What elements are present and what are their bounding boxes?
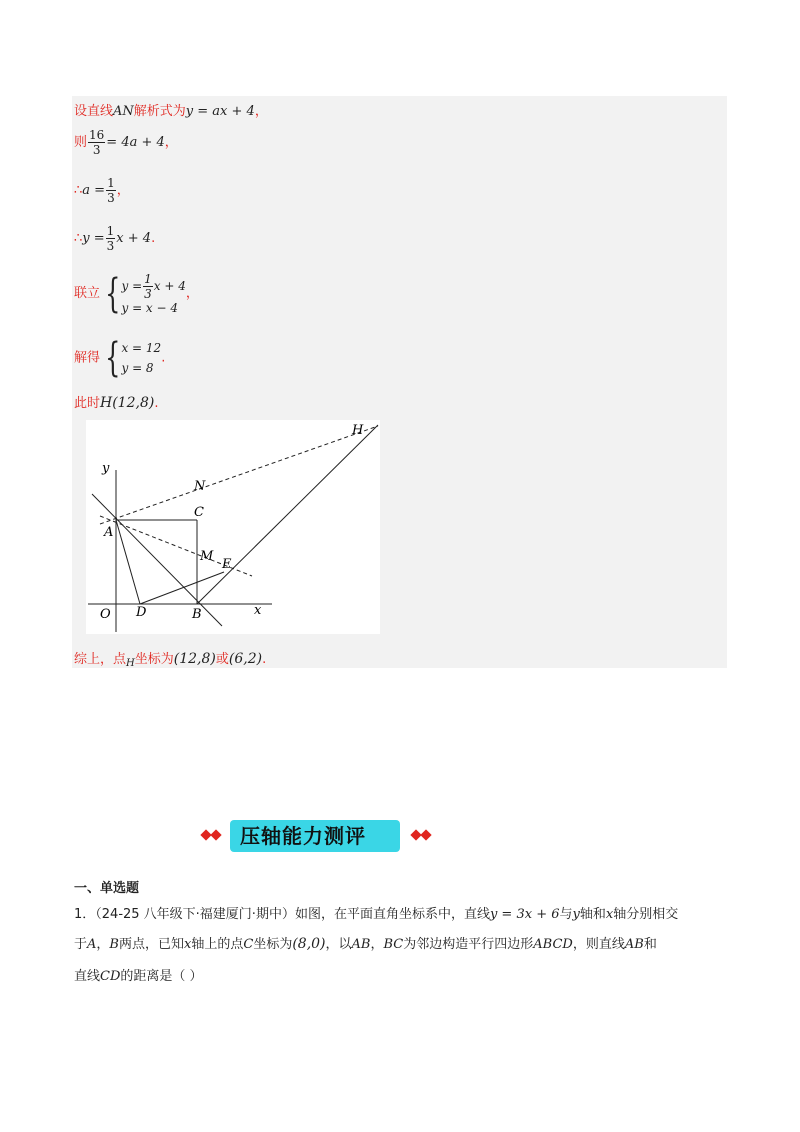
solution-line-4 — [74, 224, 155, 253]
system-row: x = 12 — [121, 341, 162, 355]
text: 则 — [74, 135, 88, 150]
point: (8,0) — [292, 936, 326, 952]
therefore-symbol: ∴ — [74, 231, 83, 246]
point-1: (12,8) — [173, 651, 216, 667]
text: 1．（24-25 八年级下·福建厦门·期中）如图，在平面直角坐标系中，直线 — [74, 907, 490, 922]
text: 或 — [215, 652, 229, 667]
diamond-icon — [210, 829, 221, 840]
var-AN: AN — [113, 104, 134, 119]
point-H: H(12,8) — [100, 395, 155, 411]
dashed-line-AH — [100, 426, 378, 524]
question-line-2 — [74, 933, 657, 952]
fraction — [88, 128, 105, 157]
fraction — [106, 224, 116, 253]
fraction — [106, 176, 116, 205]
figure-svg — [86, 420, 380, 634]
text: 和 — [643, 937, 657, 952]
var: A — [87, 937, 97, 952]
solution-conclusion — [74, 648, 266, 669]
section-banner — [200, 812, 440, 858]
solution-line-5 — [74, 272, 199, 315]
equation-system — [100, 272, 186, 315]
var: BC — [383, 937, 404, 952]
brace: { — [105, 335, 121, 381]
label-M: M — [200, 549, 214, 564]
point-2: (6,2) — [228, 651, 263, 667]
line-BH — [197, 425, 378, 604]
label-D: D — [136, 605, 147, 620]
denominator: 3 — [106, 239, 115, 253]
solution-line-2 — [74, 128, 178, 157]
punct: . — [161, 350, 166, 366]
text: ， — [370, 937, 384, 952]
text: 轴上的点 — [191, 937, 244, 952]
equation: x + 4 — [116, 231, 152, 246]
segment-DE — [140, 572, 224, 604]
label-O: O — [100, 607, 111, 622]
text: 此时 — [74, 396, 101, 411]
var: AB — [624, 937, 644, 952]
punct: ， — [185, 286, 199, 301]
denominator: 3 — [107, 191, 115, 205]
punct: ， — [116, 183, 130, 198]
diamond-icon — [420, 829, 431, 840]
var: y — [572, 907, 580, 922]
text: 直线 — [74, 969, 101, 984]
equation: a = — [82, 183, 106, 198]
denominator: 3 — [144, 287, 152, 301]
equation-system — [100, 335, 162, 381]
var-H: H — [126, 658, 135, 669]
numerator: 1 — [106, 224, 115, 238]
system-row: y = 8 — [121, 361, 154, 375]
equation: y = — [82, 231, 105, 246]
rhs: x + 4 — [153, 279, 186, 293]
label-C: C — [194, 505, 204, 520]
text: 坐标为 — [134, 652, 174, 667]
lhs: y = — [121, 279, 143, 293]
question-line-3 — [74, 965, 203, 984]
var: B — [109, 937, 119, 952]
var: x — [605, 907, 614, 922]
punct: . — [154, 396, 159, 411]
punct: . — [262, 652, 267, 667]
text: ，以 — [325, 937, 352, 952]
solution-line-6 — [74, 335, 166, 381]
text: 两点，已知 — [118, 937, 184, 952]
text: 为邻边构造平行四边形 — [403, 937, 534, 952]
numerator: 1 — [144, 272, 152, 286]
label-B: B — [192, 607, 202, 622]
text: ， — [96, 937, 110, 952]
segment-AD — [116, 520, 140, 604]
therefore-symbol: ∴ — [74, 183, 83, 198]
system-row: y = x − 4 — [121, 301, 179, 315]
section-title: 一、单选题 — [74, 881, 140, 896]
var: C — [243, 937, 254, 952]
equation: y = ax + 4 — [185, 104, 255, 119]
solution-line-3 — [74, 176, 130, 205]
label-y: y — [102, 461, 110, 476]
label-E: E — [222, 557, 232, 572]
var: x — [184, 937, 192, 952]
system-row — [121, 272, 185, 301]
equation: = 4a + 4 — [106, 135, 165, 150]
numerator: 16 — [89, 128, 105, 142]
text: 坐标为 — [253, 937, 293, 952]
denominator: 3 — [92, 143, 101, 157]
label-x: x — [254, 603, 262, 618]
var: ABCD — [533, 937, 573, 952]
text: 综上，点 — [74, 652, 127, 667]
label-H: H — [352, 423, 364, 438]
punct: ， — [254, 104, 268, 119]
solution-line-1 — [74, 100, 268, 119]
geometry-figure — [86, 420, 380, 634]
text: 轴分别相交 — [613, 907, 679, 922]
text: 于 — [74, 937, 88, 952]
system-rows — [121, 338, 161, 378]
var: CD — [100, 969, 121, 984]
solution-line-7 — [74, 392, 158, 411]
punct: . — [151, 231, 156, 246]
banner-title: 压轴能力测评 — [240, 824, 366, 848]
numerator: 1 — [107, 176, 115, 190]
text: 联立 — [74, 286, 101, 301]
text: 与 — [559, 907, 573, 922]
label-N: N — [194, 479, 206, 494]
equation: y = 3x + 6 — [489, 907, 560, 922]
text: 设直线 — [74, 104, 114, 119]
text: 的距离是（ ） — [120, 969, 203, 984]
text: 解得 — [74, 350, 101, 366]
brace: { — [105, 270, 121, 317]
punct: ， — [164, 135, 178, 150]
text: 轴和 — [579, 907, 606, 922]
system-rows — [121, 272, 185, 315]
question-line-1 — [74, 903, 678, 922]
text: 解析式为 — [133, 104, 186, 119]
fraction — [143, 272, 153, 301]
var: AB — [351, 937, 371, 952]
label-A: A — [104, 525, 114, 540]
text: ，则直线 — [572, 937, 625, 952]
